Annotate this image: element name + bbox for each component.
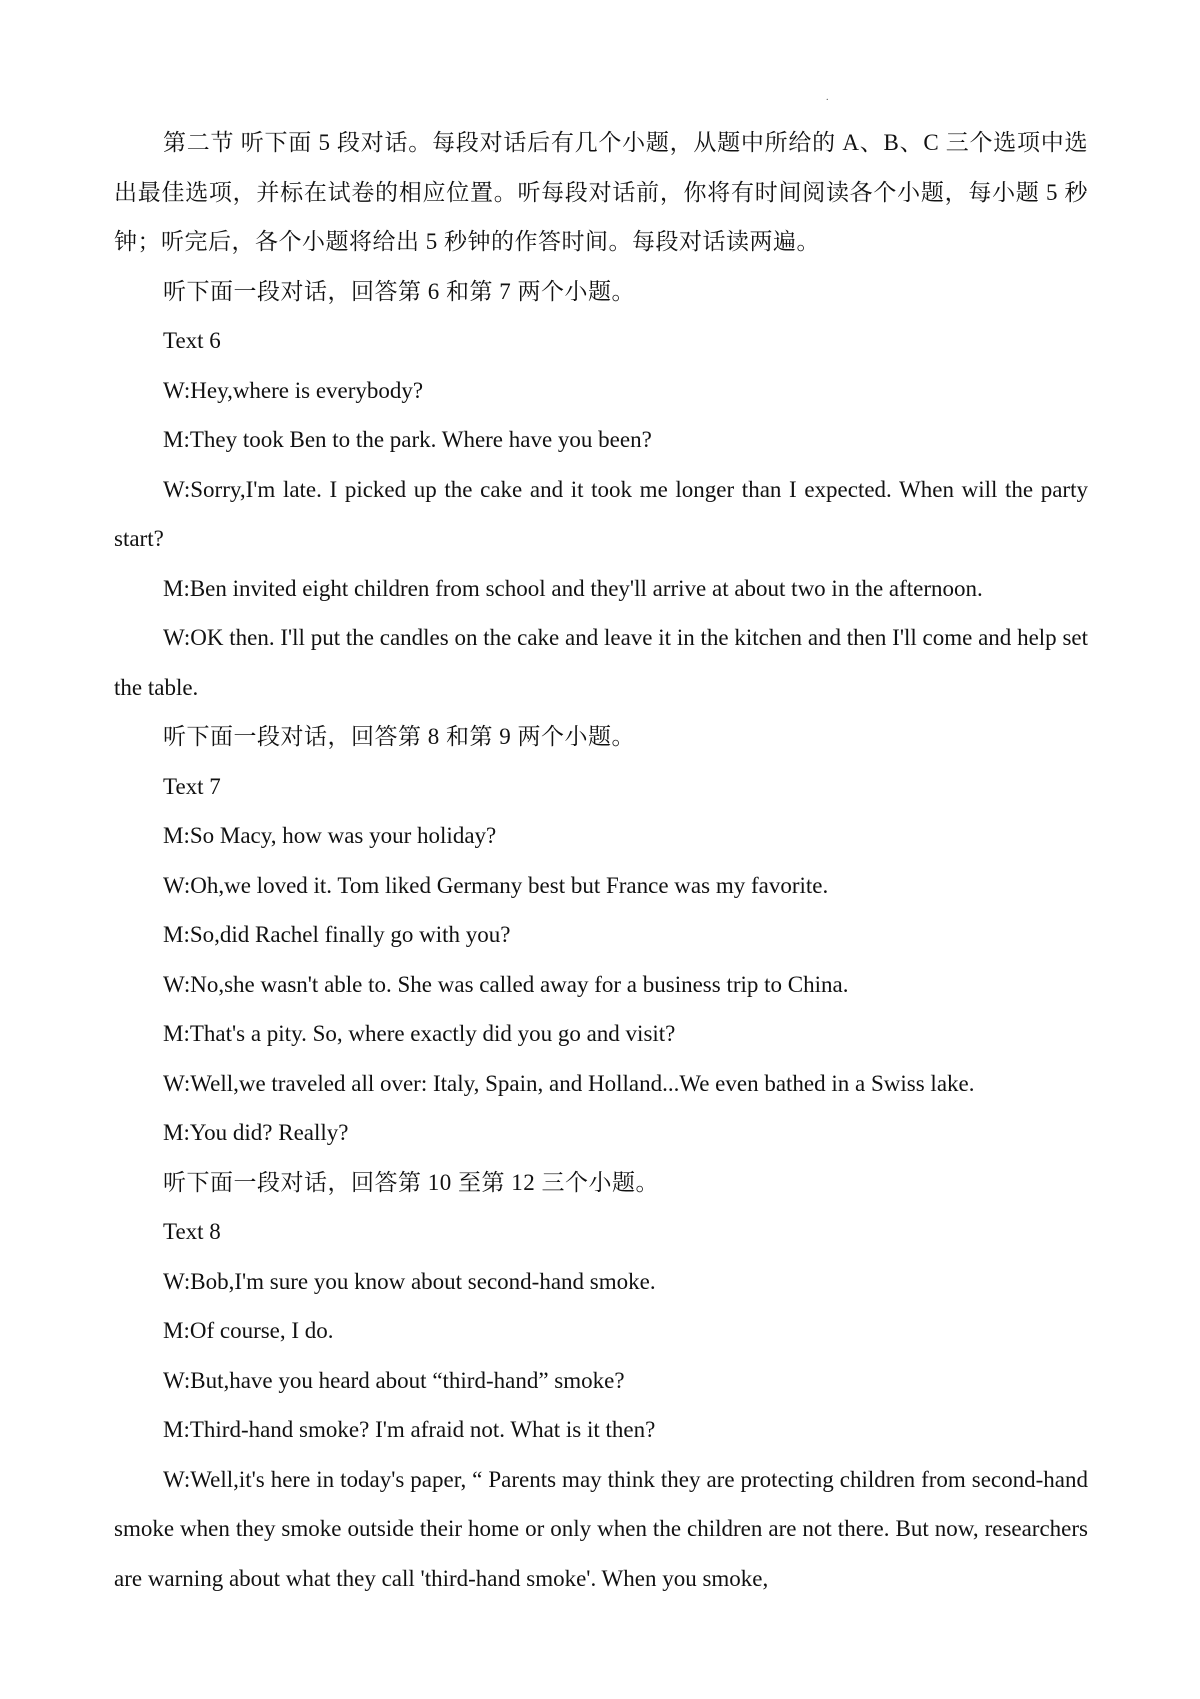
dialogue-line: M:You did? Really? <box>163 1120 349 1145</box>
dialogue-intro-text8: 听下面一段对话，回答第 10 至第 12 三个小题。 <box>163 1169 659 1195</box>
dialogue-line: M:They took Ben to the park. Where have you been? <box>163 427 652 452</box>
dialogue-line: W:Bob,I'm sure you know about second-hand smoke. <box>163 1268 656 1294</box>
dialogue-line: W:Well,it's here in today's paper, “ Parents may think they are protecting children from second-hand smoke when they smoke outside their home or only when the children are not there. But now, researchers are warning about what they call 'third-hand smoke'. When you smoke, <box>114 1466 1088 1591</box>
text-heading-6: Text 6 <box>163 328 221 353</box>
dialogue-line: M:So Macy, how was your holiday? <box>163 823 497 848</box>
text-heading-7: Text 7 <box>163 773 221 799</box>
text-heading-8: Text 8 <box>163 1219 221 1244</box>
dialogue-line: W:But,have you heard about “third-hand” smoke? <box>163 1367 625 1393</box>
section-instructions: 第二节 听下面 5 段对话。每段对话后有几个小题，从题中所给的 A、B、C 三个选项中选出最佳选项，并标在试卷的相应位置。听每段对话前，你将有时间阅读各个小题，每小题 5 秒钟；听完后，各个小题将给出 5 秒钟的作答时间。每段对话读两遍。 <box>114 130 1088 254</box>
dialogue-line: W:Oh,we loved it. Tom liked Germany best but France was my favorite. <box>163 872 829 898</box>
dialogue-line: M:Ben invited eight children from school and they'll arrive at about two in the afternoon. <box>163 575 983 601</box>
dialogue-line: W:Hey,where is everybody? <box>163 377 424 403</box>
dialogue-line: W:No,she wasn't able to. She was called away for a business trip to China. <box>163 971 849 997</box>
dialogue-line: M:Of course, I do. <box>163 1318 334 1343</box>
dialogue-line: W:OK then. I'll put the candles on the cake and leave it in the kitchen and then I'll come and help set the table. <box>114 625 1088 700</box>
dialogue-line: W:Well,we traveled all over: Italy, Spain, and Holland...We even bathed in a Swiss lake. <box>163 1070 975 1096</box>
dialogue-intro-text6: 听下面一段对话，回答第 6 和第 7 两个小题。 <box>163 278 635 304</box>
dialogue-line: W:Sorry,I'm late. I picked up the cake and it took me longer than I expected. When will the party start? <box>114 476 1088 551</box>
listening-section-content <box>114 118 1088 1603</box>
page-dot-mark: . <box>826 92 829 103</box>
dialogue-line: M:So,did Rachel finally go with you? <box>163 922 511 947</box>
dialogue-line: M:That's a pity. So, where exactly did you go and visit? <box>163 1021 676 1046</box>
dialogue-line: M:Third-hand smoke? I'm afraid not. What is it then? <box>163 1417 656 1442</box>
dialogue-intro-text7: 听下面一段对话，回答第 8 和第 9 两个小题。 <box>163 724 635 749</box>
